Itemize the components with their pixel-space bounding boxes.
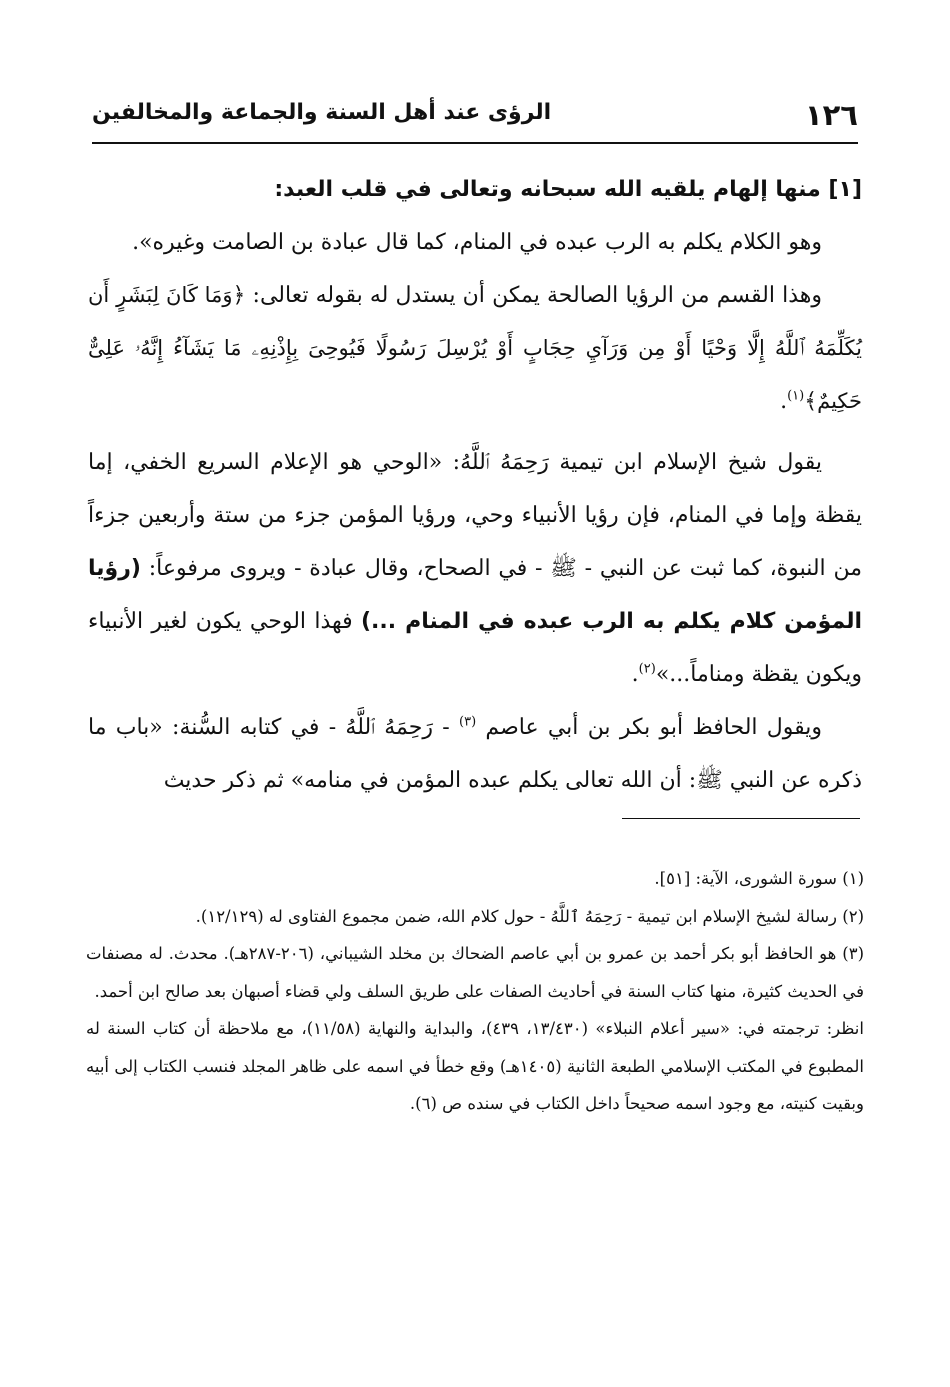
page-number: ١٢٦ (804, 98, 858, 132)
header-rule (92, 142, 858, 144)
paragraph-3-text-b: فهذا الوحي يكون لغير الأنبياء ويكون يقظة ومناماً...» (88, 609, 862, 687)
footnote-ref-3: (٣) (459, 714, 477, 730)
paragraph-4-text-b: - رَحِمَهُ ٱللَّهُ - في كتابه السُّنة: «باب ما ذكره عن النبي ﷺ: أن الله تعالى يكلم عبده المؤمن في منامه» ثم ذكر حديث (88, 715, 862, 793)
footnote-ref-2: (٢) (638, 661, 656, 677)
verse-close-bracket: ﴾ (804, 389, 818, 414)
paragraph-4-text-a: ويقول الحافظ أبو بكر بن أبي عاصم (485, 715, 823, 740)
footnote-3: (٣) هو الحافظ أبو بكر أحمد بن عمرو بن أبي عاصم الضحاك بن مخلد الشيباني، (٢٠٦-٢٨٧هـ). محدث. له مصنفات في الحديث كثيرة، منها كتاب السنة في أحاديث الصفات على طريق السلف ولي قضاء أصبهان بعد صالح ابن أحمد. (86, 944, 865, 1001)
page-header (92, 94, 858, 138)
section-heading: [١] منها إلهام يلقيه الله سبحانه وتعالى في قلب العبد: (274, 177, 862, 202)
footnote-1: (١) سورة الشورى، الآية: [٥١]. (654, 869, 864, 888)
quran-verse: وَمَا كَانَ لِبَشَرٍ أَن يُكَلِّمَهُ ٱللَّهُ إِلَّا وَحْيًا أَوْ مِن وَرَآيِ حِجَابٍ أَوْ يُرْسِلَ رَسُولًا فَيُوحِىَ بِإِذْنِهِۦ مَا يَشَآءُ إِنَّهُۥ عَلِىٌّ حَكِيمٌ (88, 283, 862, 413)
hadith-quote: (رؤيا المؤمن كلام يكلم به الرب عبده في المنام ...) (88, 556, 863, 634)
footnote-3-continued: انظر: ترجمته في: «سير أعلام النبلاء» (١٣/٤٣٠، ٤٣٩)، والبداية والنهاية (١١/٥٨)، مع ملاحظة أن كتاب السنة له المطبوع في المكتب الإسلامي الطبعة الثانية (١٤٠٥هـ) وقع خطأ في اسمه على ظاهر المجلد فنسب الكتاب إلى أبيه وبقيت كنيته، مع وجود اسمه صحيحاً داخل الكتاب في سنده ص (٦). (86, 1019, 864, 1113)
paragraph-2-text: وهذا القسم من الرؤيا الصالحة يمكن أن يستدل له بقوله تعالى: ﴿ (232, 283, 823, 308)
paragraph-1-text: وهو الكلام يكلم به الرب عبده في المنام، كما قال عبادة بن الصامت وغيره». (132, 230, 822, 255)
paragraph-2: وهذا القسم من الرؤيا الصالحة يمكن أن يستدل له بقوله تعالى: ﴿وَمَا كَانَ لِبَشَرٍ أَن يُكَلِّمَهُ ٱللَّهُ إِلَّا وَحْيًا أَوْ مِن وَرَآيِ حِجَابٍ أَوْ يُرْسِلَ رَسُولًا فَيُوحِىَ بِإِذْنِهِۦ مَا يَشَآءُ إِنَّهُۥ عَلِىٌّ حَكِيمٌ﴾$^{(١)}$. (88, 283, 862, 414)
footnote-separator (622, 818, 860, 819)
paragraph-1 (88, 216, 862, 269)
footnote-2: (٢) رسالة لشيخ الإسلام ابن تيمية - رَحِمَهُ ٱللَّهُ - حول كلام الله، ضمن مجموع الفتاوى له (١٢/١٢٩). (195, 906, 864, 926)
running-title: الرؤى عند أهل السنة والجماعة والمخالفين (92, 100, 552, 125)
paragraph-3-text-a: يقول شيخ الإسلام ابن تيمية رَحِمَهُ ٱللَّهُ: «الوحي هو الإعلام السريع الخفي، إما يقظة وإما في المنام، فإن رؤيا الأنبياء وحي، ورؤيا المؤمن جزء من ستة وأربعين جزءاً من النبوة، كما ثبت عن النبي - ﷺ - في الصحاح، وقال عبادة - ويروى مرفوعاً: (88, 450, 862, 581)
paragraph-4 (88, 701, 862, 807)
paragraph-3: يقول شيخ الإسلام ابن تيمية رَحِمَهُ ٱللَّهُ: «الوحي هو الإعلام السريع الخفي، إما يقظة وإما في المنام، فإن رؤيا الأنبياء وحي، ورؤيا المؤمن جزء من ستة وأربعين جزءاً من النبوة، كما ثبت عن النبي - ﷺ - في الصحاح، وقال عبادة - ويروى مرفوعاً: (رؤيا المؤمن كلام يكلم به الرب عبده في المنام ...) فهذا الوحي يكون لغير الأنبياء ويكون يقظة ومناماً...»$^{(٢)}$. (88, 450, 863, 687)
main-text (88, 163, 862, 807)
footnote-ref-1: (١) (787, 388, 805, 404)
footnotes (86, 860, 864, 1123)
